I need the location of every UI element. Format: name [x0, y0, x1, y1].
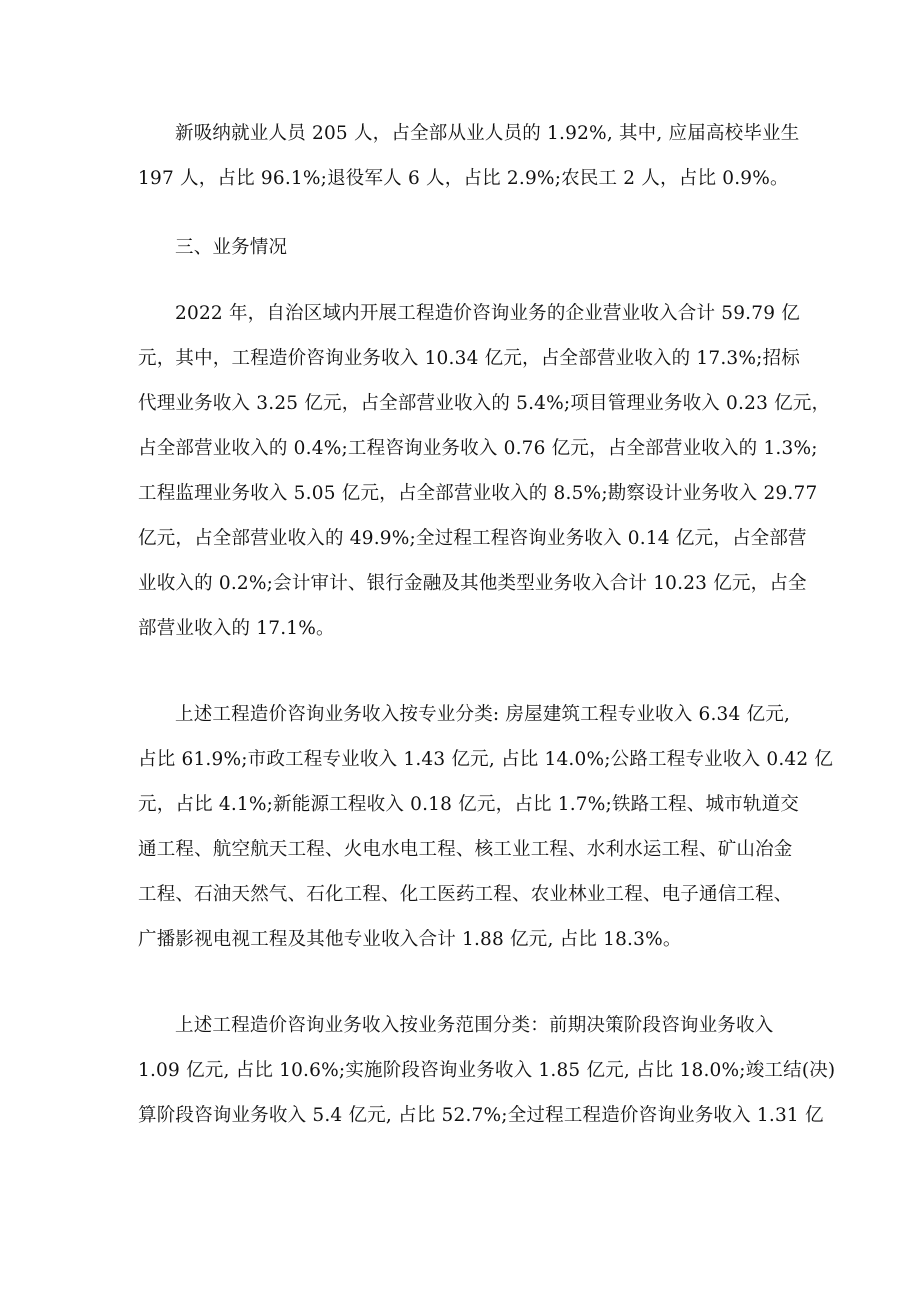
text-line: 元，占比 4.1%;新能源工程收入 0.18 亿元，占比 1.7%;铁路工程、城市轨道交	[138, 794, 799, 815]
text-line: 1.09 亿元, 占比 10.6%;实施阶段咨询业务收入 1.85 亿元, 占比 18.0%;竣工结(决)	[138, 1060, 836, 1081]
paragraph-by-specialty	[138, 692, 834, 962]
text-line: 工程监理业务收入 5.05 亿元，占全部营业收入的 8.5%;勘察设计业务收入 29.77	[138, 483, 818, 504]
text-line: 新吸纳就业人员 205 人，占全部从业人员的 1.92%, 其中, 应届高校毕业生	[175, 123, 800, 144]
text-line: 上述工程造价咨询业务收入按业务范围分类：前期决策阶段咨询业务收入	[175, 1015, 774, 1036]
text-line: 占比 61.9%;市政工程专业收入 1.43 亿元, 占比 14.0%;公路工程专业收入 0.42 亿	[138, 749, 834, 770]
text-line: 工程、石油天然气、石化工程、化工医药工程、农业林业工程、电子通信工程、	[138, 884, 793, 905]
paragraph-employment	[138, 111, 800, 201]
text-line: 通工程、航空航天工程、火电水电工程、核工业工程、水利水运工程、矿山冶金	[138, 839, 793, 860]
section-heading	[138, 225, 788, 270]
paragraph-by-scope	[138, 1003, 836, 1138]
text-line: 代理业务收入 3.25 亿元，占全部营业收入的 5.4%;项目管理业务收入 0.23 亿元，	[138, 393, 831, 414]
paragraph-revenue-overview	[138, 291, 831, 651]
text-line: 亿元，占全部营业收入的 49.9%;全过程工程咨询业务收入 0.14 亿元，占全部营	[138, 528, 807, 549]
text-line: 部营业收入的 17.1%。	[138, 618, 335, 639]
text-line: 广播影视电视工程及其他专业收入合计 1.88 亿元, 占比 18.3%。	[138, 929, 682, 950]
text-line: 业收入的 0.2%;会计审计、银行金融及其他类型业务收入合计 10.23 亿元，占全	[138, 573, 807, 594]
text-line: 算阶段咨询业务收入 5.4 亿元, 占比 52.7%;全过程工程造价咨询业务收入 1.31 亿	[138, 1105, 824, 1126]
section-heading-text: 三、业务情况	[175, 237, 288, 258]
text-line: 元，其中，工程造价咨询业务收入 10.34 亿元，占全部营业收入的 17.3%;招标	[138, 348, 801, 369]
text-line: 2022 年，自治区域内开展工程造价咨询业务的企业营业收入合计 59.79 亿	[175, 303, 800, 324]
text-line: 占全部营业收入的 0.4%;工程咨询业务收入 0.76 亿元，占全部营业收入的 1.3%;	[138, 438, 818, 459]
text-line: 197 人，占比 96.1%;退役军人 6 人，占比 2.9%;农民工 2 人，占比 0.9%。	[138, 168, 789, 189]
text-line: 上述工程造价咨询业务收入按专业分类: 房屋建筑工程专业收入 6.34 亿元,	[175, 704, 791, 725]
